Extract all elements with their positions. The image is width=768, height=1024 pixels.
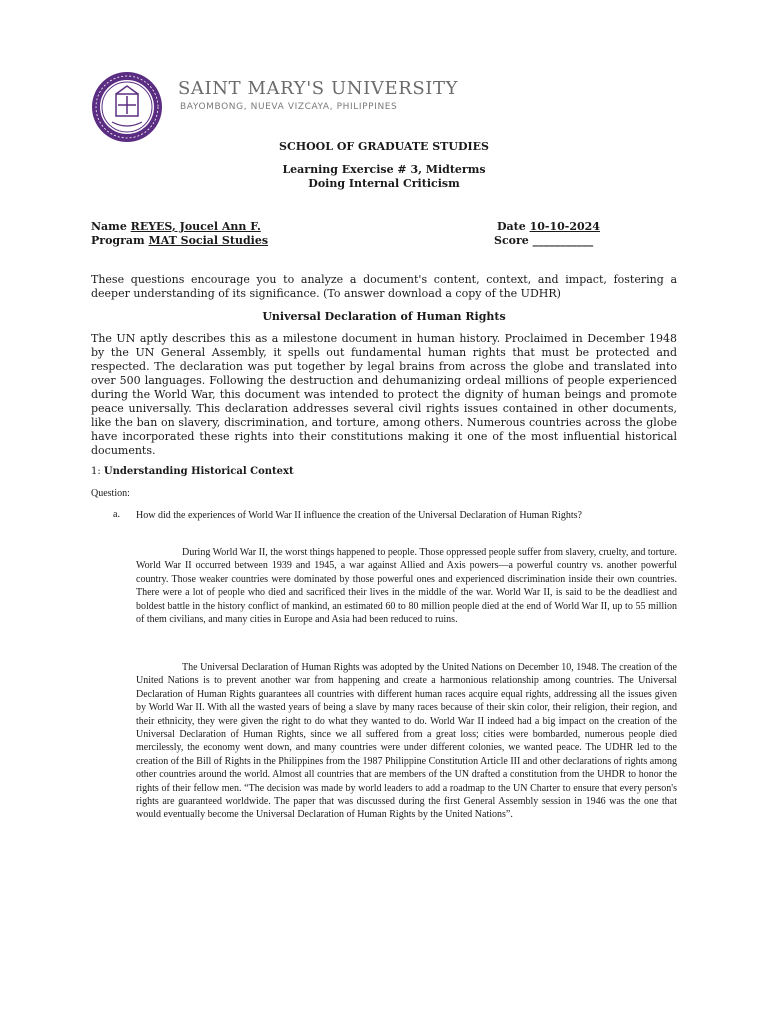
program-line [91,234,268,247]
score-blank: ___________ [532,234,594,247]
exercise-title: Learning Exercise # 3, Midterms [282,163,486,176]
university-name: SAINT MARY'S UNIVERSITY [178,78,459,99]
date-value: 10-10-2024 [529,220,600,233]
name-line [91,220,261,233]
school-title: SCHOOL OF GRADUATE STUDIES [279,140,489,153]
answer-paragraph-2 [136,661,677,822]
university-seal-logo [90,70,164,144]
answer-p1-text: During World War II, the worst things happened to people. Those oppressed people suffer from slavery, cruelty, and torture. World War II occurred between 1939 and 1945, a war against Allied and Axis powers—a powerful country vs. another powerful country. Those weaker countries were dominated by those powerful ones and experienced discrimination inside their own countries. There were a lot of people who died and sacrificed their lives in the middle of the war. World War II, is said to be the deadliest and boldest battle in the history conflict of mankind, an estimated 60 to 80 million people died at the end of World War II, up to 55 million of them civilians, and many cities in Europe and Asia had been reduced to ruins. [136,547,677,626]
answer-paragraph-1 [136,546,677,626]
date-line [497,220,600,233]
question-label: Question: [91,488,130,499]
university-address: BAYOMBONG, NUEVA VIZCAYA, PHILIPPINES [180,102,398,112]
question-text: How did the experiences of World War II influence the creation of the Universal Declaration of Human Rights? [136,510,582,521]
section-number: 1: [91,466,101,477]
score-line [494,234,593,247]
section-heading [91,466,294,477]
program-label: Program [91,234,145,247]
description-paragraph: The UN aptly describes this as a milestone document in human history. Proclaimed in December 1948 by the UN General Assembly, it spells out fundamental human rights that must be protected and respected. The declaration was put together by legal brains from across the globe and translated into over 500 languages. Following the destruction and dehumanizing ordeal millions of people experienced during the World War, this document was intended to protect the dignity of human beings and promote peace universally. This declaration addresses several civil rights issues contained in other documents, like the ban on slavery, discrimination, and torture, among others. Numerous countries across the globe have incorporated these rights into their constitutions making it one of the most influential historical documents. [91,332,677,457]
exercise-subject: Doing Internal Criticism [308,177,460,190]
document-heading: Universal Declaration of Human Rights [262,310,506,323]
name-label: Name [91,220,127,233]
letterhead [88,70,688,142]
program-value: MAT Social Studies [148,234,269,247]
section-title: Understanding Historical Context [103,466,294,477]
answer-p2-text: The Universal Declaration of Human Rights was adopted by the United Nations on December 10, 1948. The creation of the United Nations is to prevent another war from happening and create a harmonious relationship among countries. The Universal Declaration of Human Rights guarantees all countries with different human races acquire equal rights, addressing all the issues given by World War II. With all the wasted years of being a slave by many races because of their skin color, their religion, their region, and their ethnicity, they were given the right to do what they wanted to do. World War II indeed had a big impact on the creation of the Universal Declaration of Human Rights, since we all suffered from a great loss; cities were bombarded, numerous people died mercilessly, the economy went down, and many countries were under different colonies, we wanted peace. The UDHR led to the creation of the Bill of Rights in the Philippines from the 1987 Philippine Constitution Article III and other declarations of rights among other countries around the world. Almost all countries that are members of the UN drafted a constitution from the UHDR to honor the rights of their fellow men. “The decision was made by world leaders to add a roadmap to the UN Charter to ensure that every person's rights are guaranteed worldwide. The paper that was discussed during the first General Assembly session in 1946 was the one that would eventually become the Universal Declaration of Human Rights by the United Nations”. [136,662,677,821]
score-label: Score [494,234,529,247]
name-value: REYES, Joucel Ann F. [130,220,261,233]
item-letter: a. [113,509,120,520]
date-label: Date [497,220,526,233]
intro-paragraph: These questions encourage you to analyze a document's content, context, and impact, fostering a deeper understanding of its significance. (To answer download a copy of the UDHR) [91,273,677,300]
